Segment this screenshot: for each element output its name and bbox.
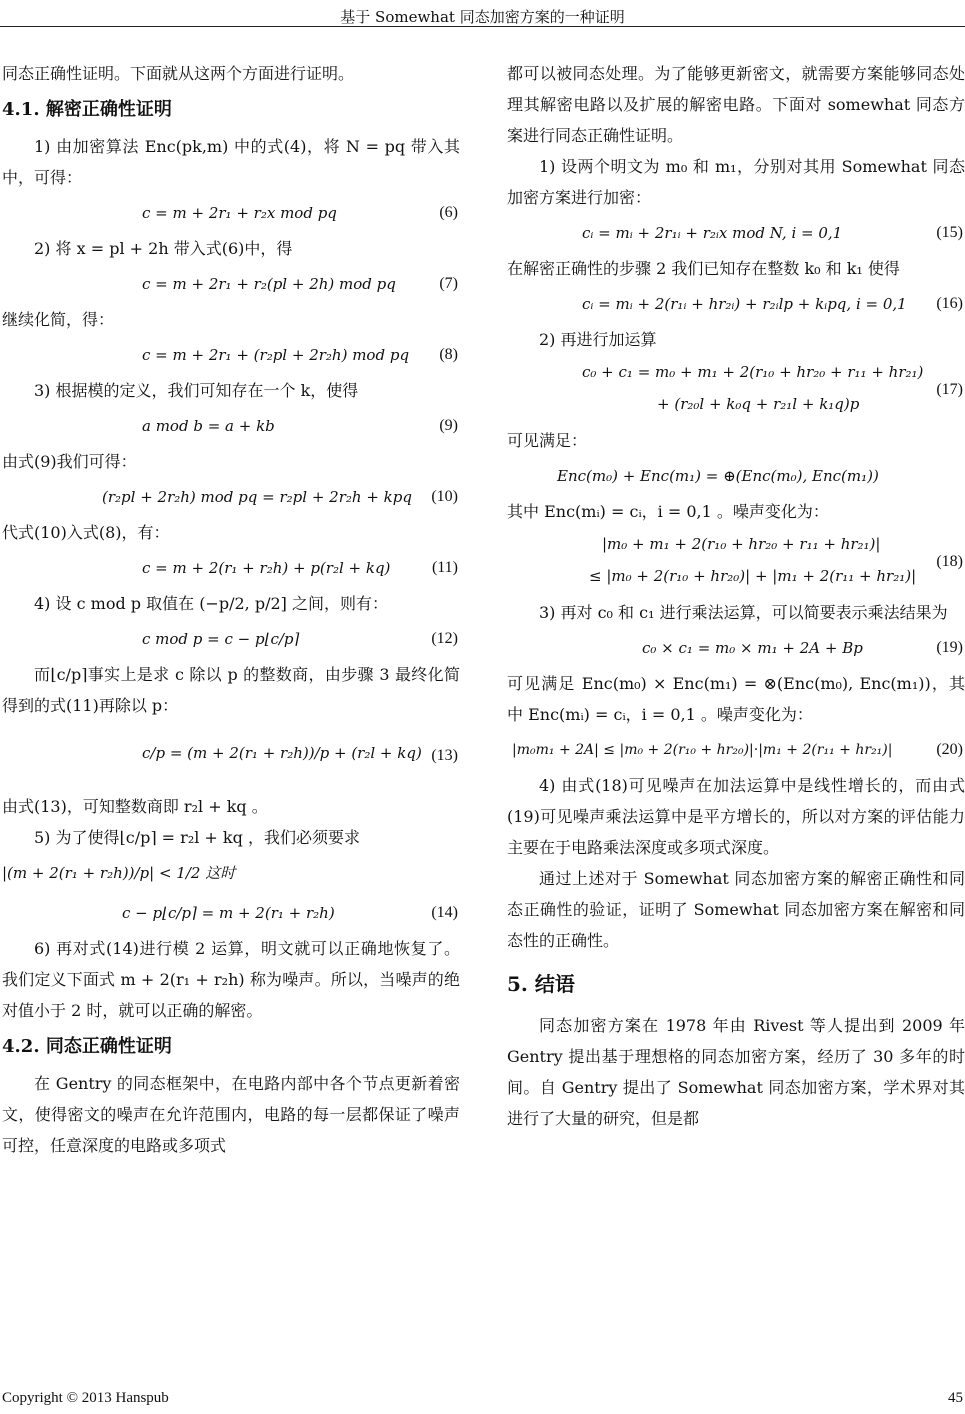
- equation-number: (13): [431, 747, 458, 764]
- equation-19: [507, 630, 965, 666]
- paragraph: 继续化简，得：: [2, 310, 115, 329]
- equation-16: [507, 286, 965, 322]
- paragraph: 3) 根据模的定义，我们可知存在一个 k，使得: [34, 381, 359, 400]
- paragraph: 通过上述对于 Somewhat 同态加密方案的解密正确性和同态正确性的验证，证明了 Somewhat 同态加密方案在解密和同态性的正确性。: [507, 869, 965, 950]
- equation-number: (9): [439, 417, 458, 434]
- equation-number: (15): [936, 224, 963, 241]
- page-number: 45: [948, 1390, 963, 1406]
- equation-11: [2, 550, 460, 586]
- paragraph: 2) 再进行加运算: [539, 330, 657, 349]
- running-title: 基于 Somewhat 同态加密方案的一种证明: [340, 8, 625, 26]
- paragraph: 3) 再对 c₀ 和 c₁ 进行乘法运算，可以简要表示乘法结果为: [539, 603, 948, 622]
- header-rule: [0, 26, 965, 27]
- paragraph: 6) 再对式(14)进行模 2 运算，明文就可以正确地恢复了。我们定义下面式 m + 2(r₁ + r₂h) 称为噪声。所以，当噪声的绝对值小于 2 时，就可以正确的解密。: [2, 939, 460, 1020]
- equation-18: [507, 529, 965, 595]
- equation-homomorphic-add: [507, 458, 965, 494]
- equation-9: [2, 408, 460, 444]
- paragraph: 在解密正确性的步骤 2 我们已知存在整数 k₀ 和 k₁ 使得: [507, 259, 900, 278]
- equation-20: [507, 732, 965, 768]
- paragraph: 2) 将 x = pl + 2h 带入式(6)中，得: [34, 239, 293, 258]
- paragraph: 其中 Enc(mᵢ) = cᵢ，i = 0,1 。噪声变化为：: [507, 502, 829, 521]
- equation-number: (12): [431, 630, 458, 647]
- paragraph: |(m + 2(r₁ + r₂h))/p| < 1/2 这时: [2, 864, 236, 882]
- equation-number: (16): [936, 295, 963, 312]
- equation-6: [2, 195, 460, 231]
- paragraph: 在 Gentry 的同态框架中，在电路内部中各个节点更新着密文，使得密文的噪声在允许范围内，电路的每一层都保证了噪声可控，任意深度的电路或多项式: [2, 1074, 460, 1155]
- equation-body: c = m + 2(r₁ + r₂h) + p(r₂l + kq): [142, 559, 391, 577]
- left-column: [2, 58, 460, 1161]
- equation-number: (6): [439, 204, 458, 221]
- equation-body: a mod b = a + kb: [142, 417, 275, 435]
- equation-number: (19): [936, 639, 963, 656]
- paragraph: 而⌊c/p⌉事实上是求 c 除以 p 的整数商，由步骤 3 最终化简得到的式(11)再除以 p：: [2, 665, 460, 715]
- paragraph: 可见满足 Enc(m₀) × Enc(m₁) = ⊗(Enc(m₀), Enc(m₁))，其中 Enc(mᵢ) = cᵢ，i = 0,1 。噪声变化为：: [507, 674, 965, 724]
- equation-15: [507, 215, 965, 251]
- equation-number: (14): [431, 904, 458, 921]
- paragraph: 同态正确性证明。下面就从这两个方面进行证明。: [2, 64, 355, 83]
- equation-body: c/p = (m + 2(r₁ + r₂h))/p + (r₂l + kq): [142, 744, 422, 762]
- equation-body: c − p⌊c/p⌉ = m + 2(r₁ + r₂h): [122, 904, 335, 922]
- paragraph: 由式(13)，可知整数商即 r₂l + kq 。: [2, 797, 268, 816]
- equation-17: [507, 357, 965, 423]
- paragraph: 1) 由加密算法 Enc(pk,m) 中的式(4)，将 N = pq 带入其中，可得：: [2, 137, 460, 187]
- equation-number: (8): [439, 346, 458, 363]
- equation-body: c = m + 2r₁ + r₂(pl + 2h) mod pq: [142, 275, 396, 293]
- equation-body: c mod p = c − p⌊c/p⌉: [142, 630, 300, 648]
- paragraph: 同态加密方案在 1978 年由 Rivest 等人提出到 2009 年 Gentry 提出基于理想格的同态加密方案，经历了 30 多年的时间。自 Gentry 提出了 Somewhat 同态加密方案，学术界对其进行了大量的研究，但是都: [507, 1016, 965, 1128]
- equation-number: (20): [936, 741, 963, 758]
- section-heading-4-2: 4.2. 同态正确性证明: [2, 1036, 172, 1057]
- equation-13: [2, 723, 460, 789]
- paragraph: 都可以被同态处理。为了能够更新密文，就需要方案能够同态处理其解密电路以及扩展的解密电路。下面对 somewhat 同态方案进行同态正确性证明。: [507, 64, 965, 145]
- equation-number: (11): [431, 559, 458, 576]
- equation-number: (10): [431, 488, 458, 505]
- section-heading-5: 5. 结语: [507, 972, 575, 996]
- equation-14: [2, 895, 460, 931]
- equation-body: c = m + 2r₁ + (r₂pl + 2r₂h) mod pq: [142, 346, 410, 364]
- equation-7: [2, 266, 460, 302]
- paragraph: 4) 由式(18)可见噪声在加法运算中是线性增长的，而由式(19)可见噪声乘法运算中是平方增长的，所以对方案的评估能力主要在于电路乘法深度或多项式深度。: [507, 776, 965, 857]
- paragraph: 由式(9)我们可得：: [2, 452, 137, 471]
- equation-8: [2, 337, 460, 373]
- paragraph: 代式(10)入式(8)，有：: [2, 523, 170, 542]
- paragraph: 1) 设两个明文为 m₀ 和 m₁，分别对其用 Somewhat 同态加密方案进行加密：: [507, 157, 965, 207]
- equation-body: (r₂pl + 2r₂h) mod pq = r₂pl + 2r₂h + kpq: [102, 488, 412, 506]
- equation-body: cᵢ = mᵢ + 2(r₁ᵢ + hr₂ᵢ) + r₂ᵢlp + kᵢpq, i = 0,1: [582, 295, 907, 313]
- footer-copyright: Copyright © 2013 Hanspub: [2, 1390, 169, 1406]
- equation-body: c = m + 2r₁ + r₂x mod pq: [142, 204, 337, 222]
- equation-body: c₀ + c₁ = m₀ + m₁ + 2(r₁₀ + hr₂₀ + r₁₁ + hr₂₁): [582, 363, 924, 381]
- equation-body: |m₀m₁ + 2A| ≤ |m₀ + 2(r₁₀ + hr₂₀)|·|m₁ + 2(r₁₁ + hr₂₁)|: [512, 742, 893, 758]
- equation-body: c₀ × c₁ = m₀ × m₁ + 2A + Bp: [642, 639, 863, 657]
- equation-body: Enc(m₀) + Enc(m₁) = ⊕(Enc(m₀), Enc(m₁)): [557, 467, 879, 485]
- right-column: [507, 58, 965, 1134]
- equation-body: cᵢ = mᵢ + 2r₁ᵢ + r₂ᵢx mod N, i = 0,1: [582, 224, 843, 242]
- paragraph: 4) 设 c mod p 取值在 (−p/2, p/2] 之间，则有：: [34, 594, 388, 613]
- paragraph: 5) 为了使得⌊c/p⌉ = r₂l + kq ，我们必须要求: [34, 828, 360, 847]
- section-heading-4-1: 4.1. 解密正确性证明: [2, 99, 172, 120]
- equation-number: (7): [439, 275, 458, 292]
- equation-number: (17): [936, 381, 963, 398]
- paragraph: 可见满足：: [507, 431, 588, 450]
- equation-body: |m₀ + m₁ + 2(r₁₀ + hr₂₀ + r₁₁ + hr₂₁)|: [602, 535, 881, 553]
- equation-body-continued: ≤ |m₀ + 2(r₁₀ + hr₂₀)| + |m₁ + 2(r₁₁ + hr₂₁)|: [589, 567, 917, 585]
- equation-12: [2, 621, 460, 657]
- equation-number: (18): [936, 553, 963, 570]
- equation-body-continued: + (r₂₀l + k₀q + r₂₁l + k₁q)p: [657, 395, 860, 413]
- equation-10: [2, 479, 460, 515]
